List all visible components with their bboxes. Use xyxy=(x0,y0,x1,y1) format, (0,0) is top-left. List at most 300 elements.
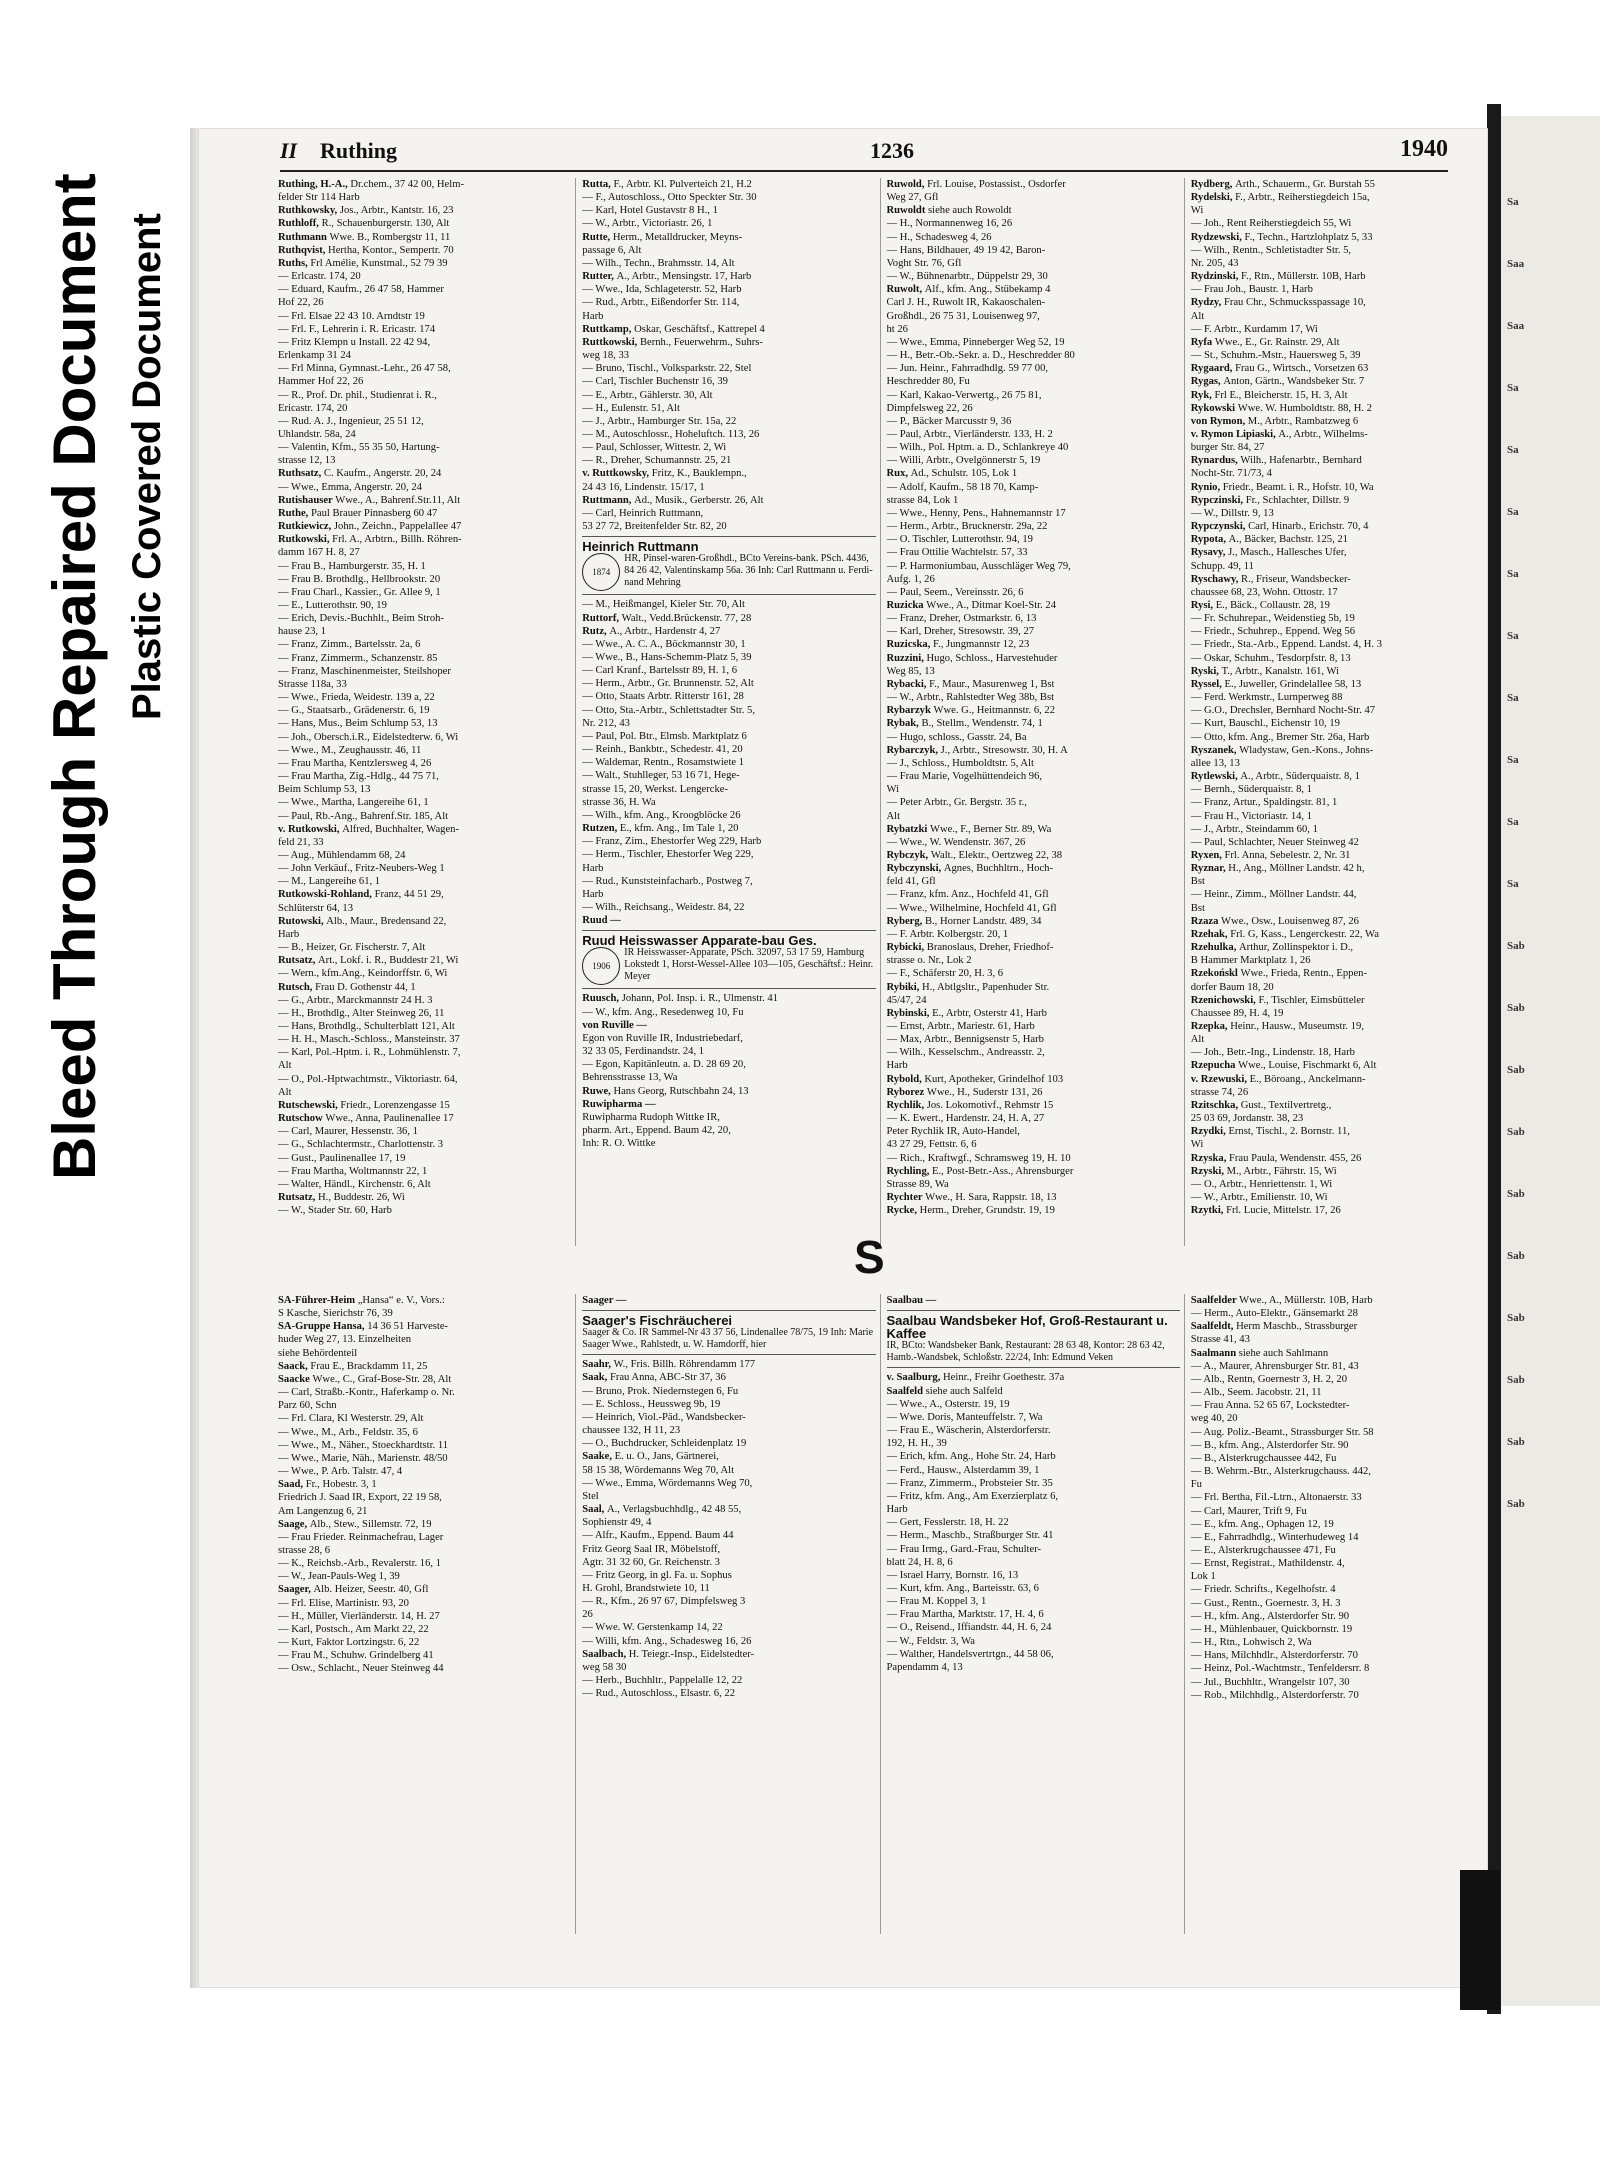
directory-entry xyxy=(1191,731,1484,744)
entry-details: — Israel Harry, Bornstr. 16, 13 xyxy=(886,1569,1019,1581)
directory-entry xyxy=(278,362,571,375)
entry-details: — W., Bühnenarbtr., Düppelstr 29, 30 xyxy=(886,271,1048,283)
entry-details: — Gust., Rentn., Goernestr. 3, H. 3 xyxy=(1190,1597,1341,1609)
directory-entry xyxy=(1191,1505,1484,1518)
directory-entry xyxy=(1191,902,1484,915)
entry-details: Schupp. 49, 11 xyxy=(1190,560,1254,572)
directory-entry xyxy=(278,599,571,612)
directory-entry xyxy=(887,810,1180,823)
directory-entry xyxy=(582,244,875,257)
directory-entry xyxy=(1191,625,1484,638)
directory-entry xyxy=(582,625,875,638)
directory-entry xyxy=(582,1556,875,1569)
directory-entry xyxy=(1191,796,1484,809)
entry-details: Bernh., Feuerwehrm., Suhrs- xyxy=(639,336,763,348)
entry-details: Heschredder 80, Fu xyxy=(886,376,970,388)
directory-entry xyxy=(1191,981,1484,994)
entry-name: Ryberg, xyxy=(886,915,925,927)
directory-entry xyxy=(278,507,571,520)
directory-entry xyxy=(582,809,875,822)
directory-entry xyxy=(278,1086,571,1099)
directory-entry xyxy=(887,1648,1180,1661)
entry-details: Friedr., Beamt. i. R., Hofstr. 10, Wa xyxy=(1222,481,1374,493)
volume-label: II xyxy=(280,138,298,163)
directory-entry xyxy=(1191,1007,1484,1020)
entry-details: — Ernst, Arbtr., Mariestr. 61, Harb xyxy=(886,1021,1035,1032)
ad-text: HR, Pinsel-waren-Großhdl., BCto Vereins-bank. PSch. 4436, 84 26 42, Valentinskamp 56a. 36 Inh: Carl Ruttmann u. Ferdi-nand Mehring xyxy=(624,553,873,589)
ad-text: Saager & Co. IR Sammel-Nr 43 37 56, Lindenallee 78/75, 19 Inh: Marie Saager Wwe., Rahlstedt, u. W. Hamdorff, hier xyxy=(582,1327,874,1351)
directory-entry xyxy=(887,204,1180,217)
entry-name: Ryxen, xyxy=(1190,849,1225,861)
directory-entry xyxy=(582,1648,875,1661)
entry-details: Arth., Schauerm., Gr. Burstah 55 xyxy=(1235,179,1375,190)
entry-details: — F. Arbtr. Kolbergstr. 20, 1 xyxy=(886,928,1009,940)
directory-entry xyxy=(1191,454,1484,467)
directory-entry xyxy=(1191,244,1484,257)
entry-details: Harb xyxy=(582,888,604,900)
directory-entry xyxy=(582,270,875,283)
ad-title: Ruud Heisswasser Apparate-bau Ges. xyxy=(582,933,817,949)
entry-details: — Adolf, Kaufm., 58 18 70, Kamp- xyxy=(886,481,1039,493)
directory-entry xyxy=(887,652,1180,665)
directory-entry xyxy=(278,1152,571,1165)
entry-name: Rygaard, xyxy=(1190,363,1236,375)
directory-entry xyxy=(1191,428,1484,441)
entry-details: — E., Alsterkrugchaussee 471, Fu xyxy=(1190,1544,1336,1556)
entry-details: Walt., Vedd.Brückenstr. 77, 28 xyxy=(621,612,752,624)
entry-name: Rutta, xyxy=(582,179,614,190)
directory-entry xyxy=(582,1137,875,1150)
entry-details: — Joh., Rent Reiherstiegdeich 55, Wi xyxy=(1190,218,1352,230)
entry-name: Ruzicka xyxy=(886,600,927,611)
lower-column xyxy=(582,1294,880,1934)
ad-title: Saalbau Wandsbeker Hof, Groß-Restaurant u. Kaffee xyxy=(886,1313,1168,1342)
entry-name: Rynardus, xyxy=(1190,455,1241,467)
directory-entry xyxy=(1191,612,1484,625)
directory-entry xyxy=(1191,704,1484,717)
entry-details: — Rud., Kunststeinfacharb., Postweg 7, xyxy=(582,875,753,887)
entry-details: — Bruno, Tischl., Volksparkstr. 22, Stel xyxy=(582,363,752,375)
entry-details: — Erich, Devis.-Buchhlt., Beim Stroh- xyxy=(278,613,444,625)
directory-entry xyxy=(582,888,875,901)
directory-entry xyxy=(887,1661,1180,1674)
directory-entry xyxy=(887,849,1180,862)
entry-name: Ruwoldt xyxy=(886,205,929,217)
entry-details: 25 03 69, Jordanstr. 38, 23 xyxy=(1190,1113,1304,1125)
entry-details: Frl. Anna, Sebelestr. 2, Nr. 31 xyxy=(1224,849,1351,861)
directory-entry xyxy=(1191,967,1484,980)
entry-details: — Fritz, kfm. Ang., Am Exerzierplatz 6, xyxy=(886,1490,1059,1502)
directory-entry xyxy=(278,533,571,546)
entry-name: Ruwolt, xyxy=(886,284,925,296)
directory-entry xyxy=(582,1398,875,1411)
entry-details: — H., kfm. Ang., Alsterdorfer Str. 90 xyxy=(1190,1610,1350,1622)
entry-name: Saalfelder xyxy=(1190,1295,1240,1306)
entry-name: Rybinski, xyxy=(886,1007,933,1019)
directory-entry xyxy=(887,1411,1180,1424)
page-number: 1236 xyxy=(870,138,914,163)
directory-entry xyxy=(1191,1662,1484,1675)
directory-entry xyxy=(1191,1412,1484,1425)
directory-entry xyxy=(1191,678,1484,691)
entry-details: Franz, 44 51 29, xyxy=(374,889,444,901)
entry-details: Nr. 212, 43 xyxy=(582,717,630,729)
directory-entry xyxy=(1191,349,1484,362)
directory-entry xyxy=(278,1178,571,1191)
advertisement-block xyxy=(582,1310,875,1355)
entry-details: — H., Betr.-Ob.-Sekr. a. D., Heschredder 80 xyxy=(886,350,1075,362)
directory-entry xyxy=(887,1125,1180,1138)
entry-name: Saalfeldt, xyxy=(1190,1321,1237,1333)
entry-details: — Frl Minna, Gymnast.-Lehr., 26 47 58, xyxy=(278,363,451,375)
directory-entry xyxy=(278,665,571,678)
entry-details: Jos. Lokomotivf., Rehmstr 15 xyxy=(926,1099,1054,1111)
entry-details: Agtr. 31 32 60, Gr. Reichenstr. 3 xyxy=(582,1556,720,1568)
entry-details: Carl, Hinarb., Erichstr. 70, 4 xyxy=(1248,521,1369,533)
entry-details: Hertha, Kontor., Sempertr. 70 xyxy=(328,244,454,256)
directory-entry xyxy=(278,1518,571,1531)
binder-clip xyxy=(1460,1870,1500,2010)
directory-entry xyxy=(582,783,875,796)
directory-entry xyxy=(582,730,875,743)
directory-entry xyxy=(1191,1086,1484,1099)
entry-details: passage 6, Alt xyxy=(582,244,642,256)
entry-details: Wladystaw, Gen.-Kons., Johns- xyxy=(1239,744,1374,756)
entry-details: — Frau Martha, Woltmannstr 22, 1 xyxy=(278,1165,428,1177)
directory-entry xyxy=(582,796,875,809)
directory-entry xyxy=(582,690,875,703)
directory-entry xyxy=(1191,1020,1484,1033)
entry-details: — H., Rtn., Lohwisch 2, Wa xyxy=(1190,1637,1312,1649)
entry-name: von Ruville — xyxy=(582,1019,647,1031)
entry-name: Ruttmann, xyxy=(582,494,635,506)
directory-entry xyxy=(582,638,875,651)
entry-details: — Frl. Elsae 22 43 10. Arndtstr 19 xyxy=(278,310,425,322)
directory-entry xyxy=(887,481,1180,494)
directory-entry xyxy=(582,428,875,441)
entry-details: Fritz, K., Bauklempn., xyxy=(651,468,747,480)
entry-details: — Wilh., Rentn., Schletistadter Str. 5, xyxy=(1190,244,1352,256)
directory-entry xyxy=(1191,691,1484,704)
entry-name: Saalbau — xyxy=(886,1295,937,1306)
directory-entry xyxy=(278,1570,571,1583)
directory-entry xyxy=(582,612,875,625)
directory-entry xyxy=(1191,1518,1484,1531)
entry-name: Rybacki, xyxy=(886,678,930,690)
entry-name: Rzepucha xyxy=(1190,1060,1239,1072)
entry-details: — John Verkäuf., Fritz-Neubers-Weg 1 xyxy=(278,863,445,875)
entry-details: — Wilh., Reichsang., Weidestr. 84, 22 xyxy=(582,901,745,913)
entry-details: E., Arbtr, Osterstr 41, Harb xyxy=(932,1007,1047,1019)
entry-details: Alt xyxy=(1190,1034,1205,1046)
entry-details: B Hammer Marktplatz 1, 26 xyxy=(1190,955,1311,967)
entry-name: Rzehak, xyxy=(1190,928,1231,940)
entry-details: 192, H. H., 39 xyxy=(886,1438,947,1450)
entry-details: Wwe., Louise, Fischmarkt 6, Alt xyxy=(1238,1060,1377,1072)
directory-entry xyxy=(278,888,571,901)
directory-entry xyxy=(278,1452,571,1465)
entry-details: 26 xyxy=(582,1609,593,1621)
entry-details: huder Weg 27, 13. Einzelheiten xyxy=(278,1334,412,1346)
entry-details: — Oskar, Schuhm., Tesdorpfstr. 8, 13 xyxy=(1190,652,1351,664)
entry-details: Wi xyxy=(1190,205,1204,217)
entry-details: 24 43 16, Lindenstr. 15/17, 1 xyxy=(582,481,705,493)
directory-entry xyxy=(1191,1544,1484,1557)
entry-details: A., Arbtr., Wilhelms- xyxy=(1278,428,1368,440)
directory-entry xyxy=(278,796,571,809)
entry-details: Wwe., A., Bahrenf.Str.11, Alt xyxy=(335,494,461,506)
directory-entry xyxy=(582,323,875,336)
entry-details: — Reinh., Bankbtr., Schedestr. 41, 20 xyxy=(582,744,743,756)
entry-details: — E. Schloss., Heussweg 9b, 19 xyxy=(582,1398,721,1410)
founding-year-seal: 1874 xyxy=(582,553,620,591)
entry-details: — Jul., Buchhltr., Wrangelstr 107, 30 xyxy=(1190,1676,1350,1688)
entry-details: F., Maur., Masurenweg 1, Bst xyxy=(929,678,1055,690)
directory-entry xyxy=(278,875,571,888)
adjacent-page-stub: Sab xyxy=(1507,1374,1525,1386)
entry-name: Rysi, xyxy=(1190,600,1216,611)
entry-name: Rutter, xyxy=(582,271,617,283)
directory-entry xyxy=(1191,810,1484,823)
entry-details: — Frau Martha, Marktstr. 17, H. 4, 6 xyxy=(886,1609,1044,1621)
adjacent-page-stub: Sa xyxy=(1507,878,1519,890)
directory-entry xyxy=(1191,1152,1484,1165)
entry-details: Hof 22, 26 xyxy=(278,297,324,309)
directory-entry xyxy=(582,1661,875,1674)
directory-entry xyxy=(278,573,571,586)
directory-entry xyxy=(887,415,1180,428)
entry-details: Ad., Schulstr. 105, Lok 1 xyxy=(910,468,1018,480)
entry-details: allee 13, 13 xyxy=(1190,757,1240,769)
entry-name: Ryszanek, xyxy=(1190,744,1240,756)
directory-entry xyxy=(887,323,1180,336)
entry-name: Rutsch, xyxy=(278,981,316,993)
directory-entry xyxy=(278,810,571,823)
directory-entry xyxy=(1191,191,1484,204)
directory-entry xyxy=(582,178,875,191)
entry-details: Großhdl., 26 75 31, Louisenweg 97, xyxy=(886,310,1040,322)
entry-details: Frl. Lucie, Mittelstr. 17, 26 xyxy=(1226,1205,1341,1217)
directory-entry xyxy=(278,1360,571,1373)
directory-entry xyxy=(1191,336,1484,349)
entry-details: Frau D. Gothenstr 44, 1 xyxy=(315,981,416,993)
entry-details: Ad., Musik., Gerberstr. 26, Alt xyxy=(634,494,764,506)
entry-details: — Gert, Fesslerstr. 18, H. 22 xyxy=(886,1517,1009,1529)
entry-details: — Karl, Dreher, Stresowstr. 39, 27 xyxy=(886,626,1035,638)
entry-details: „Hansa“ e. V., Vors.: xyxy=(357,1295,445,1306)
entry-details: Chaussee 89, H. 4, 19 xyxy=(1190,1007,1284,1019)
directory-entry xyxy=(278,1165,571,1178)
directory-entry xyxy=(582,1019,875,1032)
directory-entry xyxy=(887,744,1180,757)
entry-details: — Franz, Zimm., Bartelsstr. 2a, 6 xyxy=(278,639,421,651)
directory-entry xyxy=(278,402,571,415)
adjacent-page-stub: Sab xyxy=(1507,1312,1525,1324)
entry-details: Frau Paula, Wendenstr. 455, 26 xyxy=(1229,1152,1362,1164)
entry-name: Rychling, xyxy=(886,1165,933,1177)
upper-column xyxy=(582,178,880,1246)
directory-entry xyxy=(278,1007,571,1020)
directory-entry xyxy=(582,1595,875,1608)
entry-details: — Aug., Mühlendamm 68, 24 xyxy=(278,849,406,861)
entry-details: — Frl. Elise, Martinistr. 93, 20 xyxy=(278,1597,409,1609)
entry-details: — Herm., Arbtr., Brucknerstr. 29a, 22 xyxy=(886,521,1048,533)
entry-details: Walt., Elektr., Oertzweg 22, 38 xyxy=(930,849,1063,861)
entry-details: Voght Str. 76, Gfl xyxy=(886,257,962,269)
directory-entry xyxy=(582,1569,875,1582)
directory-entry xyxy=(1191,1386,1484,1399)
entry-details: — Frau Frieder. Reinmachefrau, Lager xyxy=(278,1531,444,1543)
lower-column xyxy=(1191,1294,1488,1934)
directory-entry xyxy=(1191,1294,1484,1307)
entry-name: Rytlewski, xyxy=(1190,771,1241,783)
entry-name: Saacke xyxy=(278,1373,313,1385)
entry-name: Ruusch, xyxy=(582,993,622,1005)
entry-name: Rzydki, xyxy=(1190,1126,1229,1138)
entry-details: 53 27 72, Breitenfelder Str. 82, 20 xyxy=(582,521,727,533)
entry-details: — Carl, Tischler Buchenstr 16, 39 xyxy=(582,376,728,388)
directory-entry xyxy=(582,875,875,888)
directory-entry xyxy=(887,507,1180,520)
entry-details: — Carl, Straßb.-Kontr., Haferkamp o. Nr. xyxy=(278,1387,455,1399)
directory-entry xyxy=(582,822,875,835)
adjacent-page-stub: Sa xyxy=(1507,816,1519,828)
entry-details: — Aug. Poliz.-Beamt., Strassburger Str. 58 xyxy=(1190,1426,1374,1438)
entry-name: Ruthe, xyxy=(278,507,311,519)
entry-details: Kurt, Apotheker, Grindelhof 103 xyxy=(924,1073,1064,1085)
upper-columns xyxy=(278,178,1488,1246)
entry-details: Frl. A., Arbtrn., Billh. Röhren- xyxy=(332,534,462,546)
directory-entry xyxy=(278,1099,571,1112)
directory-entry xyxy=(887,928,1180,941)
directory-entry xyxy=(582,1294,875,1307)
directory-entry xyxy=(278,1465,571,1478)
entry-name: Saager, xyxy=(278,1584,314,1596)
directory-entry xyxy=(582,835,875,848)
directory-entry xyxy=(278,467,571,480)
entry-details: strasse 84, Lok 1 xyxy=(886,494,959,506)
directory-entry xyxy=(1191,954,1484,967)
entry-details: — M., Autoschlossr., Hoheluftch. 113, 26 xyxy=(582,428,760,440)
directory-entry xyxy=(278,1033,571,1046)
directory-entry xyxy=(278,862,571,875)
directory-entry xyxy=(887,731,1180,744)
directory-entry xyxy=(278,231,571,244)
directory-entry xyxy=(887,1556,1180,1569)
directory-entry xyxy=(278,1204,571,1217)
entry-details: Beim Schlump 53, 13 xyxy=(278,784,371,796)
directory-entry xyxy=(278,1505,571,1518)
ad-title: Heinrich Ruttmann xyxy=(582,539,699,555)
directory-entry xyxy=(887,888,1180,901)
entry-name: Ruthloff, xyxy=(278,218,322,230)
entry-details: Wilh., Hafenarbtr., Bernhard xyxy=(1240,455,1362,467)
entry-details: — Heinz, Pol.-Wachtmstr., Tenfeldersrr. 8 xyxy=(1190,1663,1370,1675)
directory-entry xyxy=(278,1073,571,1086)
entry-details: 58 15 38, Wördemanns Weg 70, Alt xyxy=(582,1464,735,1476)
directory-entry xyxy=(278,1373,571,1386)
directory-entry xyxy=(887,915,1180,928)
entry-details: — G.O., Drechsler, Bernhard Nocht-Str. 47 xyxy=(1190,705,1376,717)
entry-details: — Rich., Kraftwgf., Schramsweg 19, H. 10 xyxy=(886,1152,1071,1164)
directory-entry xyxy=(278,415,571,428)
directory-entry xyxy=(887,389,1180,402)
entry-details: — Karl, Kakao-Verwertg., 26 75 81, xyxy=(886,389,1042,401)
directory-entry xyxy=(887,981,1180,994)
entry-details: — Wwe., Wilhelmine, Hochfeld 41, Gfl xyxy=(886,902,1057,914)
directory-entry xyxy=(278,1020,571,1033)
entry-details: — Wwe., W. Wendenstr. 367, 26 xyxy=(886,836,1026,848)
directory-entry xyxy=(278,546,571,559)
entry-details: — Joh., Obersch.i.R., Eidelstedterw. 6, Wi xyxy=(278,731,459,743)
entry-details: — Wwe., B., Hans-Schemm-Platz 5, 39 xyxy=(582,652,752,663)
directory-entry xyxy=(1191,1138,1484,1151)
entry-details: — A., Maurer, Ahrensburger Str. 81, 43 xyxy=(1190,1360,1359,1372)
entry-details: Strasse 89, Wa xyxy=(886,1178,949,1190)
entry-details: Wwe., Osw., Louisenweg 87, 26 xyxy=(1221,915,1359,927)
directory-entry xyxy=(1191,757,1484,770)
entry-details: Herm., Dreher, Grundstr. 19, 19 xyxy=(919,1205,1055,1217)
entry-details: feld 41, Gfl xyxy=(886,876,936,888)
ad-text: IR Heisswasser-Apparate, PSch. 32097, 53 17 59, Hamburg Lokstedt 1, Horst-Wessel-Allee 103—105, Geschäftsf.: Heinr. Meyer xyxy=(624,947,874,983)
directory-entry xyxy=(1191,1649,1484,1662)
entry-details: Frl Amélie, Kunstmal., 52 79 39 xyxy=(310,257,448,269)
entry-details: — W., Arbtr., Rahlstedter Weg 38b, Bst xyxy=(886,692,1055,704)
directory-entry xyxy=(278,323,571,336)
entry-details: F., Rtn., Müllerstr. 10B, Harb xyxy=(1241,271,1366,283)
entry-details: Alt xyxy=(886,810,901,822)
directory-entry xyxy=(582,1411,875,1424)
entry-details: — Kurt, Bauschl., Eichenstr 10, 19 xyxy=(1190,718,1340,730)
entry-details: — Fritz Georg, in gl. Fa. u. Sophus xyxy=(582,1569,732,1581)
entry-details: — Frl. F., Lehrerin i. R. Ericastr. 174 xyxy=(278,323,436,335)
directory-entry xyxy=(1191,533,1484,546)
directory-entry xyxy=(1191,467,1484,480)
entry-details: Frau G., Wirtsch., Vorsetzen 63 xyxy=(1235,363,1369,375)
entry-name: Ryssel, xyxy=(1190,678,1225,690)
entry-details: Friedrich J. Saad IR, Export, 22 19 58, xyxy=(278,1492,442,1504)
entry-details: A., Arbtr., Mensingstr. 17, Harb xyxy=(616,271,752,283)
lower-column xyxy=(278,1294,576,1934)
upper-column xyxy=(1191,178,1488,1246)
directory-entry xyxy=(278,244,571,257)
entry-details: — G., Schlachtermstr., Charlottenstr. 3 xyxy=(278,1139,444,1151)
directory-entry xyxy=(278,204,571,217)
directory-entry xyxy=(1191,310,1484,323)
entry-details: A., Arbtr., Süderquaistr. 8, 1 xyxy=(1240,771,1360,783)
entry-details: — F., Schäferstr 20, H. 3, 6 xyxy=(886,968,1004,980)
entry-details: T., Arbtr., Kanalstr. 161, Wi xyxy=(1221,665,1340,677)
entry-details: chaussee 68, 23, Wohn. Ottostr. 17 xyxy=(1190,586,1338,598)
entry-details: H. Teiegr.-Insp., Eidelstedter- xyxy=(628,1648,755,1660)
directory-entry xyxy=(278,257,571,270)
entry-details: — Wwe., M., Zeughausstr. 46, 11 xyxy=(278,744,422,756)
directory-entry xyxy=(1191,204,1484,217)
entry-details: — K. Ewert., Hardenstr. 24, H. A, 27 xyxy=(886,1113,1045,1125)
directory-entry xyxy=(1191,888,1484,901)
entry-name: von Rymon, xyxy=(1190,415,1248,427)
directory-entry xyxy=(582,362,875,375)
entry-details: Hammer Hof 22, 26 xyxy=(278,376,364,388)
entry-details: — Wwe., A., Osterstr. 19, 19 xyxy=(886,1398,1010,1410)
directory-entry xyxy=(887,1490,1180,1503)
entry-details: Frl E., Bleicherstr. 15, H. 3, Alt xyxy=(1214,389,1348,401)
entry-details: — Frau H., Victoriastr. 14, 1 xyxy=(1190,810,1313,822)
directory-entry xyxy=(887,717,1180,730)
lower-column xyxy=(887,1294,1185,1934)
directory-entry xyxy=(1191,1059,1484,1072)
entry-name: Saahr, xyxy=(582,1359,614,1371)
